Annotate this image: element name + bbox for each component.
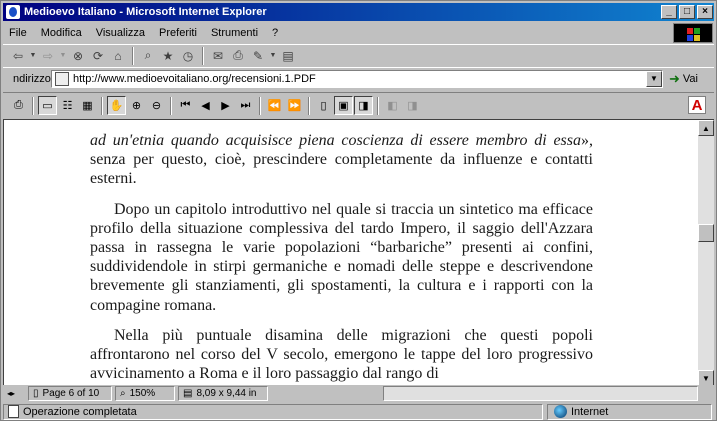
zone-text: Internet: [571, 405, 609, 418]
address-url: http://www.medioevoitaliano.org/recensioni.1.PDF: [73, 72, 316, 85]
scroll-thumb[interactable]: [698, 224, 714, 242]
status-text: Operazione completata: [23, 405, 137, 418]
document-text: [90, 131, 593, 383]
mail-icon[interactable]: ✉: [212, 48, 224, 63]
page-size-text: 8,09 x 9,44 in: [196, 388, 257, 399]
menu-visualizza[interactable]: Visualizza: [95, 27, 146, 39]
back-icon[interactable]: ⇦: [12, 48, 24, 63]
menu-help[interactable]: ?: [272, 27, 279, 39]
scroll-up-icon[interactable]: ▲: [698, 120, 714, 136]
zoom-indicator[interactable]: [115, 386, 175, 401]
zoom-out-icon[interactable]: ⊖: [151, 100, 162, 112]
window-title: Medioevo Italiano - Microsoft Internet Explorer: [24, 6, 267, 18]
go-forward-icon[interactable]: ⏩: [287, 100, 302, 112]
maximize-button[interactable]: □: [679, 5, 695, 19]
internet-zone-icon: [554, 405, 567, 418]
paragraph-3: Nella più puntuale disamina delle migrazioni che questi popoli affrontarono nel corso del V secolo, emergono le tappe del loro progressivo avvicinamento a Roma e il loro passaggio dal rango di: [90, 326, 593, 383]
page-indicator-text: Page 6 of 10: [42, 388, 100, 399]
title-bar: [3, 3, 714, 21]
search-icon[interactable]: ⌕: [144, 48, 152, 62]
zoom-in-icon[interactable]: ⊕: [131, 100, 142, 112]
toolbar-separator: [101, 97, 103, 115]
status-text-cell: [3, 404, 543, 420]
home-icon[interactable]: ⌂: [114, 48, 122, 63]
status-bar: [3, 403, 714, 420]
address-label: ndirizzo: [13, 72, 51, 85]
go-label: Vai: [682, 72, 698, 85]
address-bar: [3, 67, 714, 89]
toolbar-separator: [132, 47, 134, 65]
actual-size-icon[interactable]: ▯: [320, 100, 327, 112]
toolbar-separator: [170, 97, 172, 115]
ruler-icon: ▤: [183, 388, 193, 399]
menu-bar: [3, 23, 673, 43]
pdf-print-icon[interactable]: ⎙: [14, 99, 23, 111]
split-handle-icon[interactable]: ◂▸: [7, 389, 16, 398]
address-input[interactable]: [51, 70, 663, 88]
next-page-icon[interactable]: ▶: [221, 100, 230, 112]
pdf-toolbar: [3, 92, 714, 118]
pdf-page: [4, 120, 697, 386]
go-button[interactable]: [669, 71, 698, 87]
print-icon[interactable]: ⎙: [233, 48, 243, 62]
forward-dropdown-icon[interactable]: ▼: [59, 52, 67, 59]
standard-toolbar: [3, 44, 714, 66]
magnifier-icon: ⌕: [120, 388, 126, 399]
toolbar-separator: [32, 97, 34, 115]
go-arrow-icon: ➜: [669, 70, 680, 86]
zone-cell: [547, 404, 712, 420]
first-page-icon[interactable]: ⏮: [180, 99, 191, 111]
menu-strumenti[interactable]: Strumenti: [210, 27, 259, 39]
page-done-icon: [8, 405, 19, 418]
paragraph-1-rest: », senza per questo, cioè, prescindere completamente da influenze e contatti esterni.: [90, 132, 593, 188]
close-button[interactable]: ×: [697, 5, 713, 19]
discuss-icon[interactable]: ▤: [282, 48, 294, 63]
prev-page-icon[interactable]: ◀: [201, 100, 210, 112]
windows-logo-icon: [673, 23, 713, 43]
address-dropdown-icon[interactable]: ▼: [646, 71, 662, 87]
favorites-icon[interactable]: ★: [162, 48, 174, 63]
edit-dropdown-icon[interactable]: ▼: [269, 52, 277, 59]
stop-icon[interactable]: ⊗: [72, 48, 84, 63]
toolbar-separator: [308, 97, 310, 115]
go-back-icon[interactable]: ⏪: [267, 100, 282, 112]
paragraph-1-italic: ad un'etnia quando acquisisce piena coscienza di essere membro di essa: [90, 132, 581, 149]
ie-icon: [6, 5, 20, 19]
bookmarks-icon[interactable]: ☷: [62, 100, 73, 112]
paragraph-2: Dopo un capitolo introduttivo nel quale si traccia un sintetico ma efficace profilo della situazione complessiva del tardo Impero, il saggio dell'Azzara passa in rassegna le varie popolazioni “barbariche” presenti ai confini, suddividendole in stirpi germaniche e nomadi delle steppe e descrivendone brevemente gli stanziamenti, gli spostamenti, la cultura e i rapporti con la compagine romana.: [90, 200, 593, 314]
pdf-status-bar: [3, 385, 714, 402]
fit-width-icon[interactable]: ◨: [354, 96, 373, 115]
menu-preferiti[interactable]: Preferiti: [159, 27, 197, 39]
menu-modifica[interactable]: Modifica: [40, 27, 82, 39]
page-icon: [55, 72, 69, 86]
minimize-button[interactable]: _: [661, 5, 677, 19]
toolbar-separator: [259, 97, 261, 115]
toolbar-separator: [377, 97, 379, 115]
vertical-scrollbar[interactable]: [698, 120, 714, 386]
pdf-viewport[interactable]: [3, 119, 714, 385]
menu-file[interactable]: File: [9, 27, 27, 39]
toolbar-separator: [202, 47, 204, 65]
refresh-icon[interactable]: ⟳: [92, 48, 104, 63]
rotate-right-icon[interactable]: ◨: [407, 100, 418, 112]
rotate-left-icon[interactable]: ◧: [387, 100, 398, 112]
fit-page-icon[interactable]: ▣: [334, 96, 353, 115]
forward-icon[interactable]: ⇨: [42, 48, 54, 63]
scroll-down-icon[interactable]: ▼: [698, 370, 714, 386]
thumbnails-icon[interactable]: ▦: [82, 100, 93, 112]
page-doc-icon: ▯: [33, 388, 39, 399]
page-indicator[interactable]: [28, 386, 112, 401]
page-size-indicator: [178, 386, 268, 401]
horizontal-scrollbar[interactable]: [383, 386, 698, 401]
acrobat-icon[interactable]: A: [688, 96, 706, 114]
hand-tool-icon[interactable]: ✋: [107, 96, 126, 115]
last-page-icon[interactable]: ⏭: [240, 99, 251, 111]
history-icon[interactable]: ◷: [182, 48, 194, 63]
zoom-indicator-text: 150%: [129, 388, 156, 399]
page-only-icon[interactable]: ▭: [38, 96, 57, 115]
back-dropdown-icon[interactable]: ▼: [29, 52, 37, 59]
paragraph-1: [90, 131, 593, 189]
edit-icon[interactable]: ✎: [252, 48, 264, 63]
